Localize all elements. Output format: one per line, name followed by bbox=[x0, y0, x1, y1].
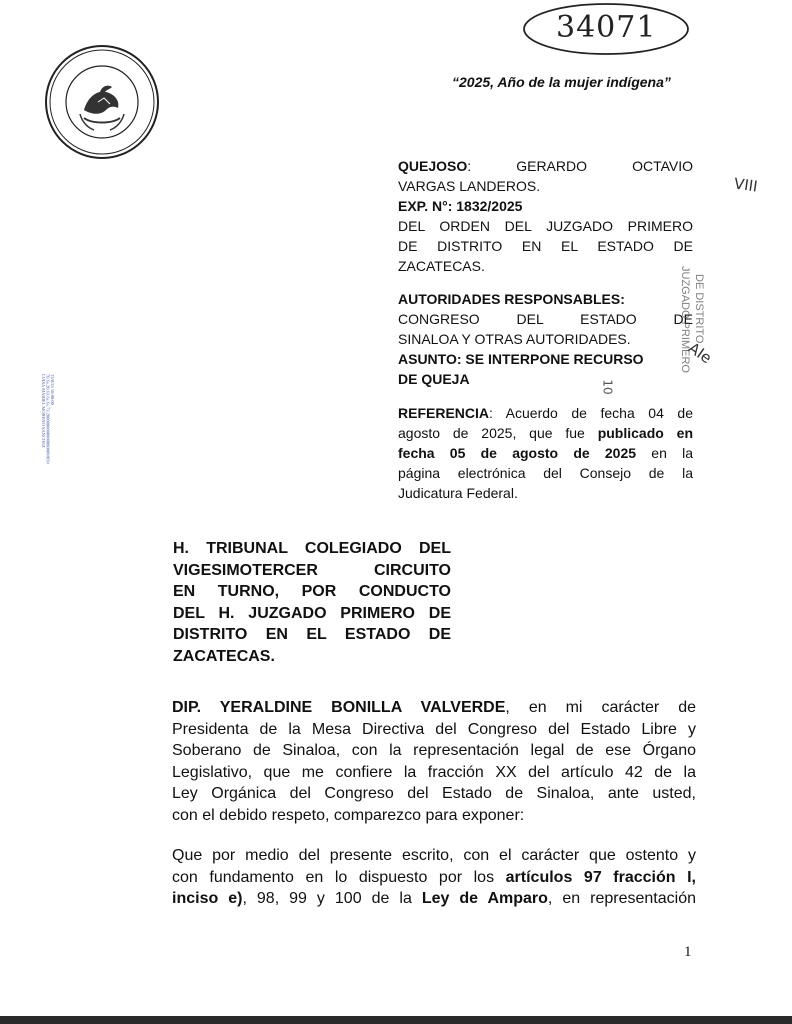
stamp-number: 34071 bbox=[556, 10, 657, 45]
quejoso-label: QUEJOSO bbox=[398, 158, 468, 174]
case-info-autoridades bbox=[398, 289, 693, 389]
addressee-line-3: EN TURNO, POR CONDUCTO bbox=[173, 583, 451, 600]
case-info-quejoso: QUEJOSO: GERARDO OCTAVIO VARGAS LANDEROS. EXP. N°: 1832/2025 DEL ORDEN DEL JUZGADO PRIMERO DE DISTRITO EN EL ESTADO DE ZACATECAS. bbox=[398, 158, 694, 274]
referencia-line-1: : Acuerdo de fecha 04 de bbox=[489, 405, 693, 421]
handwritten-roman: VIII bbox=[732, 174, 759, 196]
addressee-line-1: H. TRIBUNAL COLEGIADO DEL bbox=[173, 540, 451, 557]
reception-stamp bbox=[668, 262, 708, 402]
autoridades-line-1: CONGRESO DEL ESTADO DE bbox=[398, 311, 693, 327]
addressee-line-6: ZACATECAS. bbox=[173, 647, 275, 665]
p2-line-2: con fundamento en lo dispuesto por los bbox=[172, 868, 506, 886]
body-paragraph-2 bbox=[172, 845, 696, 910]
addressee-line-4: DEL H. JUZGADO PRIMERO DE bbox=[173, 604, 451, 622]
reception-stamp-line-1: JUZGADO PRIMERO bbox=[679, 266, 691, 373]
referencia-line-5: Judicatura Federal. bbox=[398, 485, 518, 501]
p2-inciso: inciso e) bbox=[172, 890, 243, 907]
case-info-referencia bbox=[398, 403, 693, 503]
margin-note-line-3: 13/8/25 18:00:00 bbox=[50, 374, 55, 405]
court-line-2: DE DISTRITO EN EL ESTADO DE bbox=[398, 238, 693, 254]
p1-line-4: Legislativo, que me confiere la fracción XX del artículo 42 de la bbox=[172, 763, 696, 781]
margin-note-line-1: LUISA MARIEL MORENO SANCHEZ bbox=[41, 374, 46, 448]
p2-line-3: , 98, 99 y 100 de la bbox=[242, 890, 422, 907]
margin-note-line-2: 70.6a.20.63.6a.6a.73.2000000000000000009f059 bbox=[45, 374, 51, 464]
electronic-signature-note bbox=[38, 372, 55, 522]
p2-line-3-end: , en representación bbox=[547, 890, 696, 907]
referencia-label: REFERENCIA bbox=[398, 405, 490, 421]
court-line-1: DEL ORDEN DEL JUZGADO PRIMERO bbox=[398, 218, 693, 234]
congress-seal-icon bbox=[44, 44, 160, 160]
p2-line-1: Que por medio del presente escrito, con el carácter que ostento y bbox=[172, 847, 696, 864]
body-paragraph-1 bbox=[172, 697, 696, 826]
referencia-line-4: página electrónica del Consejo de la bbox=[398, 465, 693, 481]
p1-line-5: Ley Orgánica del Congreso del Estado de Sinaloa, ante usted, bbox=[172, 785, 696, 802]
quejoso-name-2: VARGAS LANDEROS. bbox=[398, 178, 541, 194]
p1-line-3: Soberano de Sinaloa, con la representación legal de ese Órgano bbox=[172, 742, 696, 759]
asunto-line-1: ASUNTO: SE INTERPONE RECURSO bbox=[398, 351, 644, 367]
page-number: 1 bbox=[684, 944, 692, 960]
referencia-publicado: publicado en bbox=[597, 425, 693, 441]
autoridades-label: AUTORIDADES RESPONSABLES: bbox=[398, 291, 625, 307]
signatory-name: DIP. YERALDINE BONILLA VALVERDE bbox=[172, 699, 506, 716]
year-motto: “2025, Año de la mujer indígena” bbox=[452, 74, 671, 90]
referencia-fecha: fecha 05 de agosto de 2025 bbox=[398, 445, 637, 461]
handwritten-code: AIe bbox=[685, 338, 715, 368]
asunto-line-2: DE QUEJA bbox=[398, 371, 470, 387]
handwritten-time: 10 bbox=[600, 379, 615, 395]
reception-stamp-line-2: DE DISTRITO bbox=[693, 274, 705, 344]
p1-line-2: Presidenta de la Mesa Directiva del Congreso del Estado Libre y bbox=[172, 720, 696, 738]
addressee-line-5: DISTRITO EN EL ESTADO DE bbox=[173, 626, 451, 643]
p1-line-6: con el debido respeto, comparezco para exponer: bbox=[172, 806, 525, 824]
addressee-line-2: VIGESIMOTERCER CIRCUITO bbox=[173, 561, 451, 579]
referencia-line-3: en la bbox=[636, 445, 693, 461]
p1-line-1: , en mi carácter de bbox=[505, 699, 697, 716]
p2-ley-amparo: Ley de Amparo bbox=[421, 890, 548, 907]
scan-bottom-edge bbox=[0, 1016, 792, 1024]
autoridades-line-2: SINALOA Y OTRAS AUTORIDADES. bbox=[398, 331, 631, 347]
p2-articulos: artículos 97 fracción I, bbox=[505, 868, 696, 886]
addressee-block bbox=[173, 538, 451, 667]
quejoso-name-1: GERARDO OCTAVIO bbox=[516, 158, 694, 174]
expediente-number: EXP. N°: 1832/2025 bbox=[398, 198, 523, 214]
referencia-line-2: agosto de 2025, que fue bbox=[398, 425, 598, 441]
court-line-3: ZACATECAS. bbox=[398, 258, 485, 274]
